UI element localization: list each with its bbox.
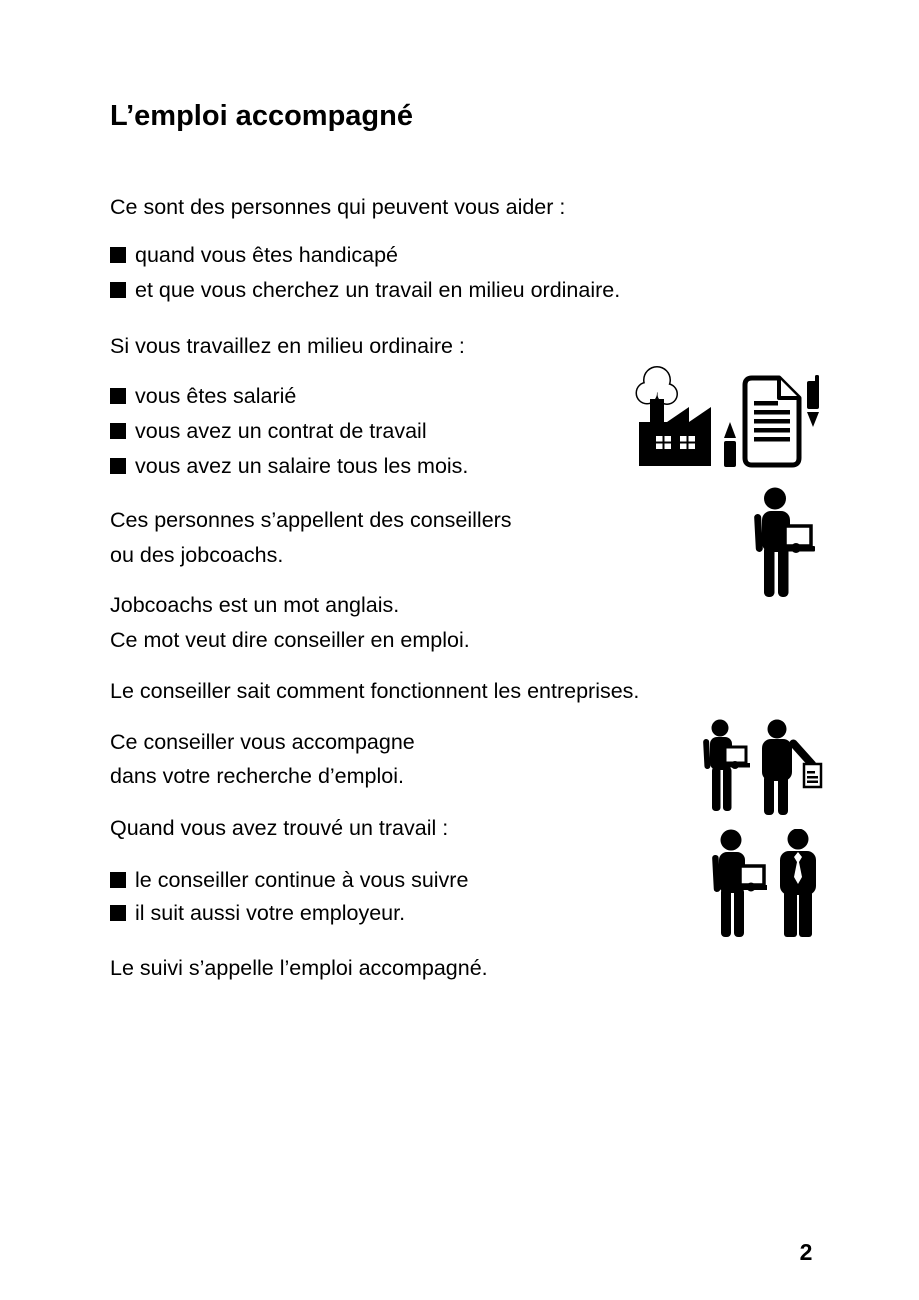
bullet-square-icon xyxy=(110,458,126,474)
list-item xyxy=(110,864,468,897)
pen-left-icon xyxy=(724,422,736,467)
factory-with-smoke-icon xyxy=(627,365,715,467)
list-item xyxy=(110,414,468,449)
bullet-text: il suit aussi votre employeur. xyxy=(135,901,406,925)
job-offer-document-icon xyxy=(804,764,821,787)
paragraph-jobcoach-definition xyxy=(110,588,470,658)
bullet-square-icon xyxy=(110,247,126,263)
list-item xyxy=(110,273,620,308)
text-line: dans votre recherche d’emploi. xyxy=(110,764,404,788)
list-item xyxy=(110,897,468,930)
page-title: L’emploi accompagné xyxy=(110,100,413,132)
bullet-square-icon xyxy=(110,282,126,298)
bullet-square-icon xyxy=(110,423,126,439)
text-line: Ce conseiller vous accompagne xyxy=(110,730,415,754)
list-item xyxy=(110,379,468,414)
bullet-square-icon xyxy=(110,388,126,404)
paragraph-condition: Si vous travaillez en milieu ordinaire : xyxy=(110,334,465,358)
pen-right-icon xyxy=(807,375,819,427)
laptop-icon xyxy=(722,747,750,769)
chimney xyxy=(650,399,664,425)
employer-figure xyxy=(780,829,816,937)
paragraph-knowledge: Le conseiller sait comment fonctionnent les entreprises. xyxy=(110,679,640,703)
bullet-text: vous avez un salaire tous les mois. xyxy=(135,454,469,478)
text-line: Ces personnes s’appellent des conseillers xyxy=(110,508,512,532)
bullet-square-icon xyxy=(110,905,126,921)
smoke-cloud-icon xyxy=(637,368,677,404)
paragraph-intro: Ce sont des personnes qui peuvent vous aider : xyxy=(110,195,566,219)
bullet-list-followup xyxy=(110,864,468,930)
page-number: 2 xyxy=(799,1239,813,1265)
bullet-text: le conseiller continue à vous suivre xyxy=(135,868,469,892)
bullet-text: et que vous cherchez un travail en milieu ordinaire. xyxy=(135,278,621,302)
bullet-list-ordinary-work xyxy=(110,379,468,484)
text-line: Ce mot veut dire conseiller en emploi. xyxy=(110,628,470,652)
laptop-icon xyxy=(781,526,815,553)
folded-corner xyxy=(779,378,799,398)
text-line: Jobcoachs est un mot anglais. xyxy=(110,593,400,617)
paragraph-conclusion: Le suivi s’appelle l’emploi accompagné. xyxy=(110,956,488,980)
list-item xyxy=(110,449,468,484)
work-contract-with-pens-icon xyxy=(722,371,824,471)
list-item xyxy=(110,238,620,273)
bullet-square-icon xyxy=(110,872,126,888)
paragraph-found-work: Quand vous avez trouvé un travail : xyxy=(110,816,449,840)
text-line: ou des jobcoachs. xyxy=(110,543,284,567)
jobcoach-with-employer-icon xyxy=(708,829,832,945)
jobcoach-with-laptop-icon xyxy=(744,487,816,603)
bullet-text: vous avez un contrat de travail xyxy=(135,419,427,443)
bullet-list-eligibility xyxy=(110,238,620,308)
bullet-text: vous êtes salarié xyxy=(135,384,297,408)
paragraph-support xyxy=(110,725,415,793)
factory-body xyxy=(639,407,711,466)
bullet-text: quand vous êtes handicapé xyxy=(135,243,398,267)
jobcoach-accompanying-jobseeker-icon xyxy=(696,719,828,819)
laptop-icon xyxy=(736,866,767,892)
paragraph-advisors xyxy=(110,503,512,573)
